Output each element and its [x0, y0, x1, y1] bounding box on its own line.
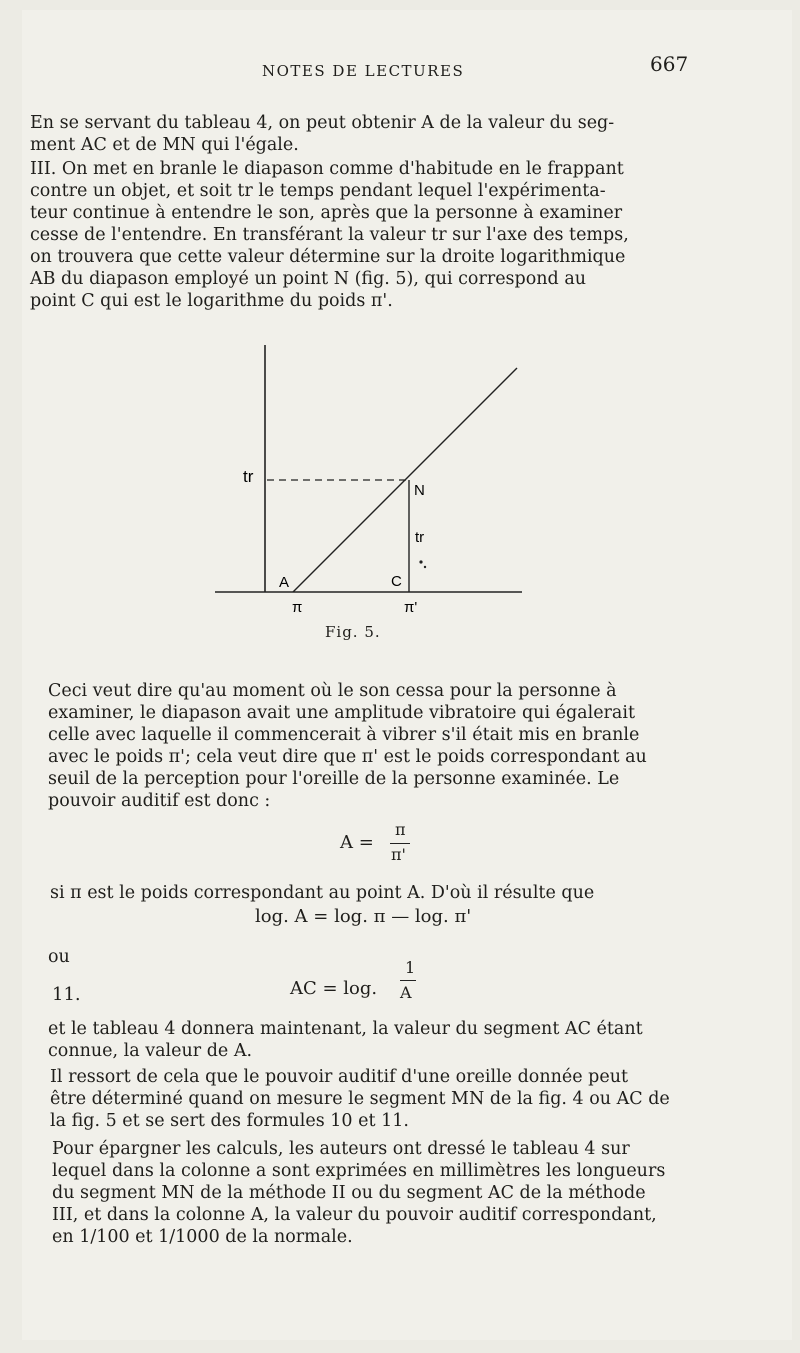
- text-line: AB du diapason employé un point N (fig. 5), qui correspond au: [30, 269, 587, 289]
- label-pi: π: [292, 599, 303, 616]
- text-line: connue, la valeur de A.: [48, 1041, 253, 1061]
- word-ou: ou: [48, 947, 70, 967]
- text-line: du segment MN de la méthode II ou du segment AC de la méthode: [52, 1183, 646, 1203]
- label-tr-axis: tr: [243, 467, 254, 486]
- label-pi-prime: π': [404, 599, 418, 616]
- formula-1-numerator: π: [395, 820, 406, 839]
- page-number: 667: [650, 52, 689, 76]
- line-si: si π est le poids correspondant au point A. D'où il résulte que: [50, 883, 595, 903]
- paragraph-2: [30, 158, 730, 312]
- text-line: en 1/100 et 1/1000 de la normale.: [52, 1227, 353, 1247]
- dot-mark: [424, 566, 426, 568]
- text-line: cesse de l'entendre. En transférant la valeur tr sur l'axe des temps,: [30, 225, 629, 245]
- paragraph-6: [52, 1138, 717, 1248]
- text-line: En se servant du tableau 4, on peut obtenir A de la valeur du seg-: [30, 113, 615, 133]
- text-line: point C qui est le logarithme du poids π'.: [30, 291, 393, 311]
- fraction-bar: [390, 843, 410, 844]
- formula-3-numerator: 1: [405, 958, 416, 977]
- formula-2: log. A = log. π — log. π': [255, 906, 472, 927]
- label-a: A: [279, 574, 290, 591]
- text-line: et le tableau 4 donnera maintenant, la valeur du segment AC étant: [48, 1019, 643, 1039]
- paragraph-1: [30, 112, 730, 156]
- formula-3-denominator: A: [400, 983, 412, 1002]
- text-line: lequel dans la colonne a sont exprimées en millimètres les longueurs: [52, 1161, 666, 1181]
- text-line: ment AC et de MN qui l'égale.: [30, 135, 299, 155]
- text-line: III, et dans la colonne A, la valeur du pouvoir auditif correspondant,: [52, 1205, 657, 1225]
- paragraph-4: [48, 1018, 713, 1062]
- label-n: N: [414, 482, 425, 499]
- fraction-bar: [400, 980, 416, 981]
- formula-3-expr: AC = log.: [290, 978, 378, 999]
- text-line: Pour épargner les calculs, les auteurs ont dressé le tableau 4 sur: [52, 1139, 630, 1159]
- text-line: être déterminé quand on mesure le segment MN de la fig. 4 ou AC de: [50, 1089, 670, 1109]
- text-line: celle avec laquelle il commencerait à vibrer s'il était mis en branle: [48, 725, 640, 745]
- text-line: la fig. 5 et se sert des formules 10 et 11.: [50, 1111, 409, 1131]
- text-line: avec le poids π'; cela veut dire que π' est le poids correspondant au: [48, 747, 647, 767]
- text-line: teur continue à entendre le son, après que la personne à examiner: [30, 203, 623, 223]
- label-tr-segment: tr: [415, 529, 425, 546]
- formula-1-left: A =: [340, 832, 374, 853]
- text-line: on trouvera que cette valeur détermine sur la droite logarithmique: [30, 247, 626, 267]
- text-line: contre un objet, et soit tr le temps pendant lequel l'expérimenta-: [30, 181, 606, 201]
- paragraph-3: [48, 680, 713, 812]
- text-line: Il ressort de cela que le pouvoir auditif d'une oreille donnée peut: [50, 1067, 629, 1087]
- label-c: C: [391, 573, 402, 590]
- text-line: III. On met en branle le diapason comme d'habitude en le frappant: [30, 159, 624, 179]
- running-header: NOTES DE LECTURES: [262, 62, 465, 80]
- text-line: seuil de la perception pour l'oreille de la personne examinée. Le: [48, 769, 620, 789]
- text-line: examiner, le diapason avait une amplitude vibratoire qui égalerait: [48, 703, 635, 723]
- paragraph-5: [50, 1066, 715, 1132]
- text-line: pouvoir auditif est donc :: [48, 791, 271, 811]
- text-line: Ceci veut dire qu'au moment où le son cessa pour la personne à: [48, 681, 617, 701]
- formula-3-number: 11.: [52, 984, 81, 1005]
- figure-caption: Fig. 5.: [325, 623, 381, 641]
- dot-mark: [419, 560, 422, 563]
- formula-1-denominator: π': [391, 845, 406, 864]
- figure-5-diagram: [215, 340, 535, 640]
